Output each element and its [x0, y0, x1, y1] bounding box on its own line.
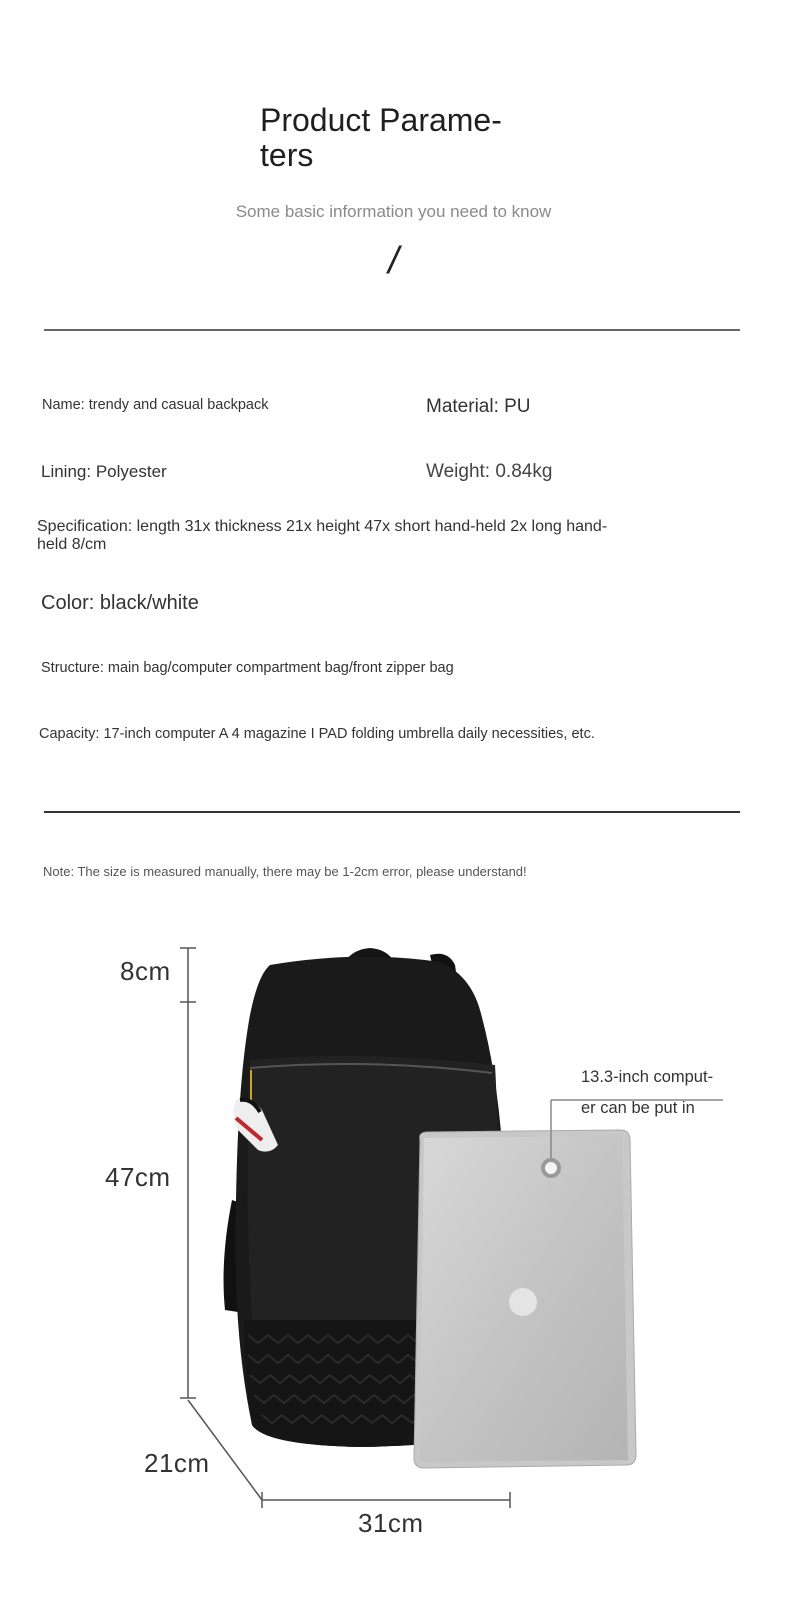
- param-lining: Lining: Polyester: [41, 462, 167, 481]
- title-line-2: ters: [260, 137, 314, 173]
- param-weight: Weight: 0.84kg: [426, 461, 553, 482]
- dimension-label-thickness: 21cm: [144, 1448, 210, 1478]
- dimension-label-length: 31cm: [358, 1508, 424, 1538]
- param-structure: Structure: main bag/computer compartment bag/front zipper bag: [41, 660, 454, 676]
- height-dimension-line: [180, 948, 196, 1398]
- decorative-slash: /: [388, 240, 399, 282]
- param-name: Name: trendy and casual backpack: [42, 397, 269, 413]
- param-capacity: Capacity: 17-inch computer A 4 magazine I PAD folding umbrella daily necessities, etc.: [39, 726, 595, 742]
- apple-logo-icon: [509, 1288, 537, 1316]
- laptop-callout: [581, 1062, 731, 1124]
- param-color: Color: black/white: [41, 592, 199, 614]
- callout-line-1: 13.3-inch comput-: [581, 1068, 714, 1086]
- param-specification: Specification: length 31x thickness 21x height 47x short hand-held 2x long hand-held 8/cm: [37, 518, 608, 553]
- param-material: Material: PU: [426, 396, 531, 417]
- size-note: Note: The size is measured manually, there may be 1-2cm error, please understand!: [43, 864, 527, 879]
- dimension-label-height: 47cm: [105, 1162, 171, 1192]
- page-subtitle: Some basic information you need to know: [235, 202, 552, 221]
- callout-line-2: er can be put in: [581, 1099, 695, 1117]
- laptop-image: [414, 1130, 636, 1468]
- length-dimension-line: [262, 1492, 510, 1508]
- title-line-1: Product Parame-: [260, 102, 502, 138]
- dimension-label-handle: 8cm: [120, 956, 171, 986]
